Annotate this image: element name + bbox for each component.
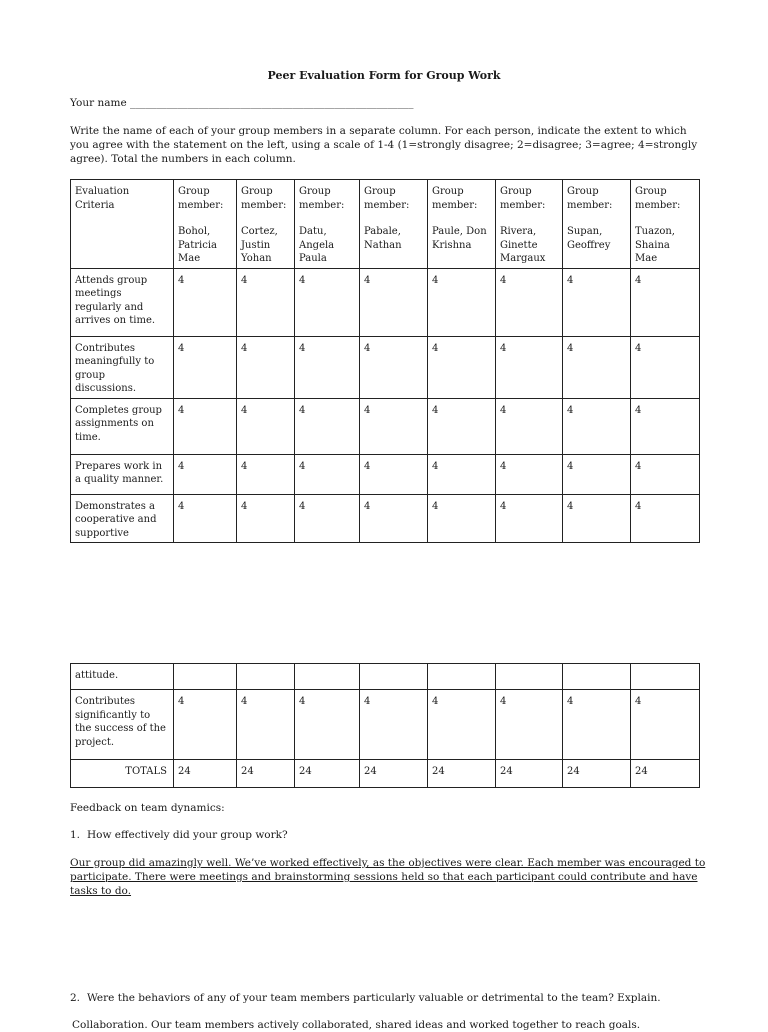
- table-row: [71, 336, 700, 398]
- score-cell: 4: [496, 336, 563, 398]
- criterion-cell: Completes group assignments on time.: [71, 398, 174, 454]
- totals-label: TOTALS: [71, 760, 174, 788]
- criterion-cell: attitude.: [71, 664, 174, 690]
- score-cell: 4: [295, 398, 360, 454]
- score-cell: 4: [360, 268, 428, 336]
- group-member-label: Group member:: [178, 186, 224, 211]
- total-cell: 24: [174, 760, 237, 788]
- group-member-label: Group member:: [635, 186, 681, 211]
- header-row: [71, 180, 700, 269]
- score-cell: 4: [631, 494, 700, 543]
- instructions-paragraph: Write the name of each of your group members in a separate column. For each person, indicate the extent to which you agree with the statement on the left, using a scale of 1-4 (1=strongly disagree; 2=disagree; 3=agree; 4=strongly agree). Total the numbers in each column.: [70, 125, 698, 165]
- score-cell: 4: [360, 398, 428, 454]
- question-2-number: 2.: [70, 992, 81, 1004]
- score-cell: 4: [295, 336, 360, 398]
- your-name-line: Your name ______________________________________________________: [70, 97, 414, 109]
- score-cell: 4: [237, 268, 295, 336]
- evaluation-table-part-1: [70, 179, 700, 543]
- evaluation-table-part-2: [70, 663, 700, 788]
- empty-cell: [174, 664, 237, 690]
- table-row-continued: [71, 664, 700, 690]
- question-1: [70, 829, 288, 841]
- table-row: [71, 398, 700, 454]
- score-cell: 4: [496, 454, 563, 494]
- empty-cell: [496, 664, 563, 690]
- member-header-cell: [496, 180, 563, 269]
- score-cell: 4: [360, 494, 428, 543]
- member-header-cell: [563, 180, 631, 269]
- score-cell: 4: [563, 398, 631, 454]
- score-cell: 4: [237, 336, 295, 398]
- empty-cell: [428, 664, 496, 690]
- score-cell: 4: [563, 454, 631, 494]
- score-cell: 4: [563, 494, 631, 543]
- answer-2-fragment: Collaboration. Our team members actively collaborated, shared ideas and worked together to reach goals.: [72, 1019, 641, 1031]
- score-cell: 4: [174, 494, 237, 543]
- group-member-label: Group member:: [432, 186, 478, 211]
- score-cell: 4: [428, 690, 496, 760]
- empty-cell: [360, 664, 428, 690]
- total-cell: 24: [360, 760, 428, 788]
- score-cell: 4: [360, 690, 428, 760]
- score-cell: 4: [631, 268, 700, 336]
- criteria-header: Evaluation Criteria: [71, 180, 174, 269]
- score-cell: 4: [428, 268, 496, 336]
- feedback-heading: Feedback on team dynamics:: [70, 802, 225, 814]
- score-cell: 4: [563, 690, 631, 760]
- criterion-cell: Prepares work in a quality manner.: [71, 454, 174, 494]
- member-name: Pabale, Nathan: [364, 226, 402, 251]
- total-cell: 24: [563, 760, 631, 788]
- score-cell: 4: [631, 398, 700, 454]
- member-header-cell: [174, 180, 237, 269]
- score-cell: 4: [428, 454, 496, 494]
- criterion-cell: Contributes meaningfully to group discussions.: [71, 336, 174, 398]
- criterion-cell: Contributes significantly to the success of the project.: [71, 690, 174, 760]
- member-name: Cortez, Justin Yohan: [241, 226, 278, 264]
- total-cell: 24: [428, 760, 496, 788]
- score-cell: 4: [174, 690, 237, 760]
- member-name: Tuazon, Shaina Mae: [635, 226, 675, 264]
- totals-row: [71, 760, 700, 788]
- member-name: Bohol, Patricia Mae: [178, 226, 217, 264]
- member-header-cell: [428, 180, 496, 269]
- score-cell: 4: [496, 268, 563, 336]
- score-cell: 4: [174, 398, 237, 454]
- score-cell: 4: [428, 398, 496, 454]
- total-cell: 24: [631, 760, 700, 788]
- empty-cell: [631, 664, 700, 690]
- group-member-label: Group member:: [299, 186, 345, 211]
- score-cell: 4: [237, 690, 295, 760]
- member-header-cell: [237, 180, 295, 269]
- criterion-cell: Demonstrates a cooperative and supportive: [71, 494, 174, 543]
- empty-cell: [295, 664, 360, 690]
- page-title: Peer Evaluation Form for Group Work: [267, 69, 501, 82]
- score-cell: 4: [295, 494, 360, 543]
- score-cell: 4: [563, 268, 631, 336]
- total-cell: 24: [496, 760, 563, 788]
- score-cell: 4: [563, 336, 631, 398]
- score-cell: 4: [295, 454, 360, 494]
- member-name: Datu, Angela Paula: [299, 226, 335, 264]
- total-cell: 24: [237, 760, 295, 788]
- table-row: [71, 690, 700, 760]
- group-member-label: Group member:: [241, 186, 287, 211]
- member-name: Rivera, Ginette Margaux: [500, 226, 546, 264]
- member-header-cell: [631, 180, 700, 269]
- score-cell: 4: [496, 398, 563, 454]
- score-cell: 4: [360, 336, 428, 398]
- question-2: [70, 992, 661, 1004]
- score-cell: 4: [174, 454, 237, 494]
- score-cell: 4: [237, 398, 295, 454]
- score-cell: 4: [631, 336, 700, 398]
- question-1-number: 1.: [70, 829, 81, 841]
- member-name: Paule, Don Krishna: [432, 226, 487, 251]
- empty-cell: [237, 664, 295, 690]
- member-header-cell: [360, 180, 428, 269]
- question-2-text: Were the behaviors of any of your team members particularly valuable or detrimental to the team? Explain.: [87, 992, 661, 1004]
- table-row: [71, 494, 700, 543]
- member-header-cell: [295, 180, 360, 269]
- total-cell: 24: [295, 760, 360, 788]
- score-cell: 4: [428, 494, 496, 543]
- group-member-label: Group member:: [500, 186, 546, 211]
- table-row: [71, 454, 700, 494]
- table-row: [71, 268, 700, 336]
- score-cell: 4: [428, 336, 496, 398]
- answer-1: Our group did amazingly well. We’ve worked effectively, as the objectives were clear. Each member was encouraged to participate. There were meetings and brainstorming sessions held so that each participant could contribute and have tasks to do.: [70, 857, 706, 897]
- group-member-label: Group member:: [567, 186, 613, 211]
- score-cell: 4: [631, 454, 700, 494]
- group-member-label: Group member:: [364, 186, 410, 211]
- score-cell: 4: [631, 690, 700, 760]
- score-cell: 4: [237, 454, 295, 494]
- score-cell: 4: [360, 454, 428, 494]
- score-cell: 4: [496, 690, 563, 760]
- score-cell: 4: [496, 494, 563, 543]
- empty-cell: [563, 664, 631, 690]
- member-name: Supan, Geoffrey: [567, 226, 611, 251]
- score-cell: 4: [237, 494, 295, 543]
- score-cell: 4: [174, 268, 237, 336]
- score-cell: 4: [295, 690, 360, 760]
- question-1-text: How effectively did your group work?: [87, 829, 288, 841]
- score-cell: 4: [295, 268, 360, 336]
- criterion-cell: Attends group meetings regularly and arrives on time.: [71, 268, 174, 336]
- score-cell: 4: [174, 336, 237, 398]
